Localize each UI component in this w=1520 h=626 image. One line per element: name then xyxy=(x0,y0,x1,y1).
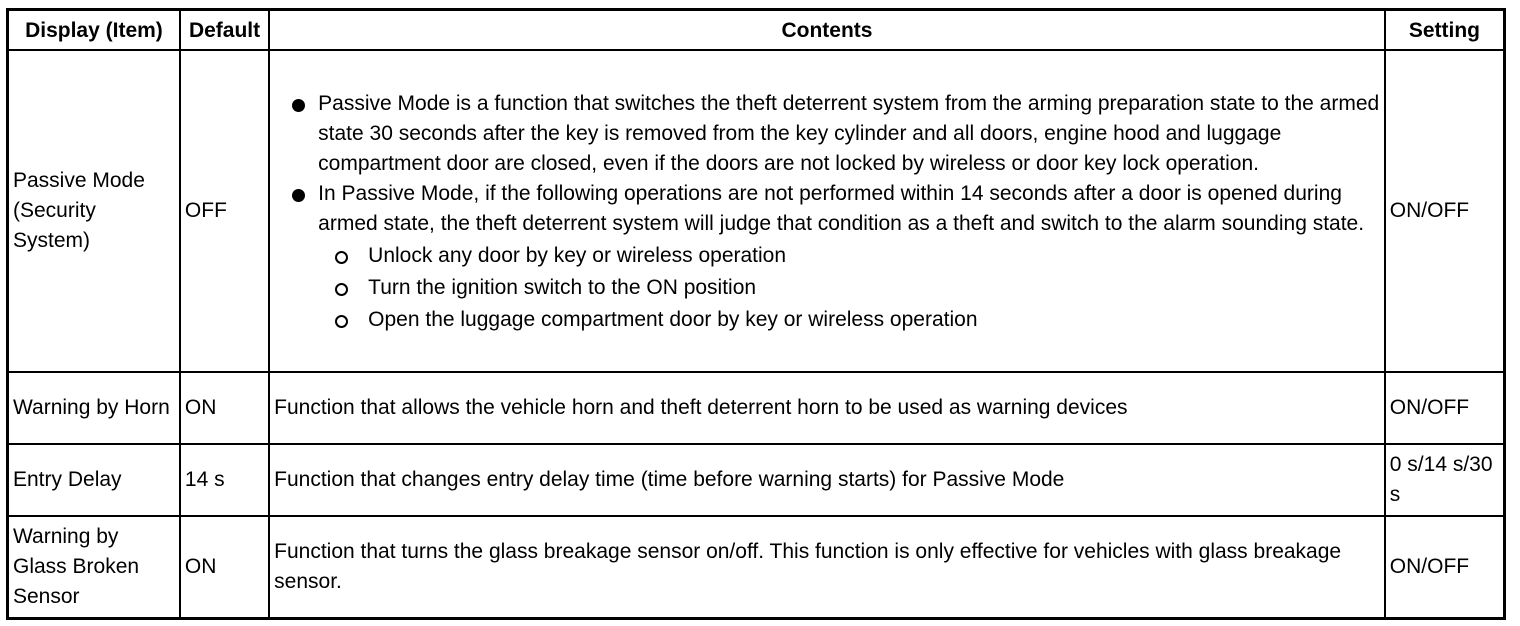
table-row xyxy=(8,372,1505,444)
cell-setting: ON/OFF xyxy=(1385,516,1505,619)
cell-setting: ON/OFF xyxy=(1385,372,1505,444)
table-header-row xyxy=(8,10,1505,51)
bullet-text: Passive Mode is a function that switches the theft deterrent system from the arming preparation state to the armed state 30 seconds after the key is removed from the key cylinder and all doors, engine hood and luggage compartment door are closed, even if the doors are not locked by wireless or door key lock operation. xyxy=(318,92,1380,175)
sub-item xyxy=(318,305,1380,335)
document-page xyxy=(6,8,1506,618)
cell-setting: 0 s/14 s/30 s xyxy=(1385,444,1505,516)
header-setting: Setting xyxy=(1385,10,1505,51)
cell-setting: ON/OFF xyxy=(1385,50,1505,372)
bullet-item xyxy=(274,179,1380,335)
cell-item: Warning by Glass Broken Sensor xyxy=(8,516,180,619)
sub-text: Turn the ignition switch to the ON position xyxy=(368,276,757,299)
settings-table xyxy=(6,8,1506,620)
header-contents: Contents xyxy=(269,10,1385,51)
sub-item xyxy=(318,273,1380,303)
header-default: Default xyxy=(180,10,269,51)
sub-text: Unlock any door by key or wireless operation xyxy=(368,244,787,267)
cell-item: Entry Delay xyxy=(8,444,180,516)
sub-list xyxy=(318,241,1380,335)
cell-item: Passive Mode (Security System) xyxy=(8,50,180,372)
cell-contents: Function that allows the vehicle horn and theft deterrent horn to be used as warning devices xyxy=(269,372,1385,444)
cell-item: Warning by Horn xyxy=(8,372,180,444)
cell-contents: Function that turns the glass breakage sensor on/off. This function is only effective for vehicles with glass breakage sensor. xyxy=(269,516,1385,619)
sub-text: Open the luggage compartment door by key or wireless operation xyxy=(368,308,978,331)
cell-default: OFF xyxy=(180,50,269,372)
sub-item xyxy=(318,241,1380,271)
bullet-dot-icon xyxy=(292,99,305,112)
table-row xyxy=(8,516,1505,619)
bullet-text: In Passive Mode, if the following operations are not performed within 14 seconds after a door is opened during armed state, the theft deterrent system will judge that condition as a theft and switch to the alarm sounding state. xyxy=(318,182,1365,235)
circle-bullet-icon xyxy=(335,315,348,328)
bullet-item xyxy=(274,89,1380,179)
circle-bullet-icon xyxy=(335,283,348,296)
table-row xyxy=(8,444,1505,516)
bullet-list xyxy=(274,83,1380,339)
cell-default: ON xyxy=(180,372,269,444)
header-item: Display (Item) xyxy=(8,10,180,51)
cell-default: ON xyxy=(180,516,269,619)
cell-contents: Function that changes entry delay time (time before warning starts) for Passive Mode xyxy=(269,444,1385,516)
cell-default: 14 s xyxy=(180,444,269,516)
bullet-dot-icon xyxy=(292,189,305,202)
table-row xyxy=(8,50,1505,372)
circle-bullet-icon xyxy=(335,251,348,264)
cell-contents xyxy=(269,50,1385,372)
